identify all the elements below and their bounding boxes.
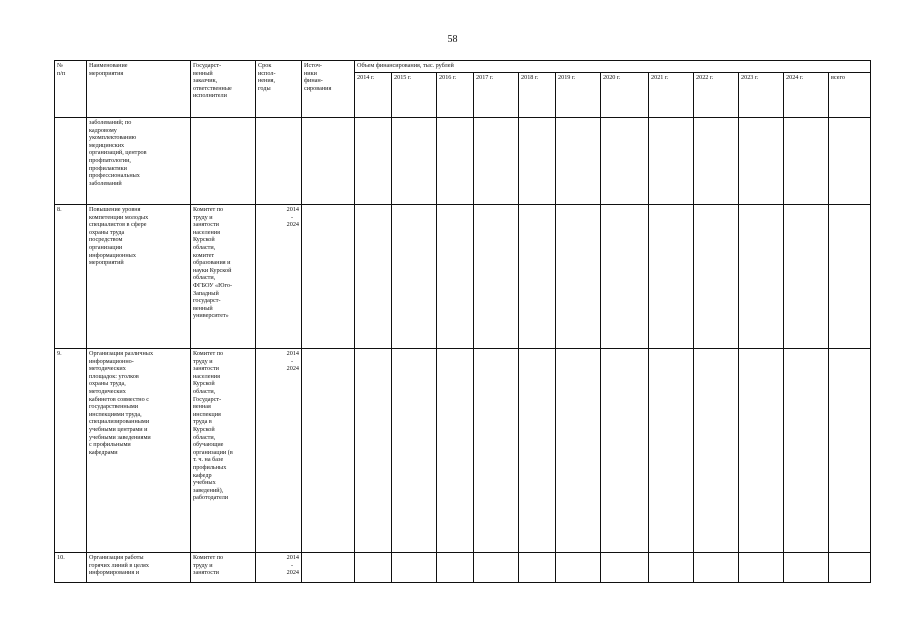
row-sources <box>302 205 355 349</box>
row-name: Организация различных информационно- методических площадок: уголков охраны труда, методических кабинетов совместно с государственными инспекциями труда, специализированными учебными центрами и учебными заведениями с профильными кафедрами <box>87 349 191 553</box>
funding-cell <box>556 349 601 553</box>
header-year: 2016 г. <box>437 73 474 118</box>
header-year: 2023 г. <box>739 73 784 118</box>
row-number: 9. <box>55 349 87 553</box>
table-row <box>55 205 871 349</box>
funding-cell <box>829 349 871 553</box>
row-executors <box>191 118 256 205</box>
funding-cell <box>392 349 437 553</box>
funding-cell <box>694 553 739 583</box>
period-separator: - <box>290 561 293 569</box>
funding-cell <box>739 553 784 583</box>
funding-cell <box>474 205 519 349</box>
funding-cell <box>601 349 649 553</box>
row-period <box>256 205 302 349</box>
funding-cell <box>519 553 556 583</box>
funding-cell <box>694 118 739 205</box>
page-number: 58 <box>447 34 458 45</box>
row-sources <box>302 349 355 553</box>
period-end: 2024 <box>286 365 299 373</box>
funding-cell <box>474 118 519 205</box>
period-end: 2024 <box>286 221 299 229</box>
row-name: Организация работы горячих линий в целях информирования и <box>87 553 191 583</box>
header-year: 2019 г. <box>556 73 601 118</box>
row-executors: Комитет по труду и занятости населения Курской области, комитет образования и науки Курской области, ФГБОУ «Юго- Западный государст- венный университет» <box>191 205 256 349</box>
header-year: 2022 г. <box>694 73 739 118</box>
row-sources <box>302 553 355 583</box>
funding-cell <box>556 118 601 205</box>
header-year: 2024 г. <box>784 73 829 118</box>
period-start: 2014 <box>286 554 299 561</box>
funding-cell <box>601 205 649 349</box>
funding-cell <box>694 205 739 349</box>
table-row <box>55 553 871 583</box>
funding-cell <box>355 349 392 553</box>
funding-cell <box>474 553 519 583</box>
header-year: 2020 г. <box>601 73 649 118</box>
funding-cell <box>519 118 556 205</box>
row-name: Повышение уровня компетенции молодых специалистов в сфере охраны труда посредством организации информационных мероприятий <box>87 205 191 349</box>
funding-cell <box>437 553 474 583</box>
funding-cell <box>601 118 649 205</box>
period-start: 2014 <box>286 206 299 213</box>
header-name: Наименование мероприятия <box>87 61 191 118</box>
header-period: Срок испол- нения, годы <box>256 61 302 118</box>
row-period <box>256 118 302 205</box>
funding-cell <box>355 205 392 349</box>
funding-cell <box>649 118 694 205</box>
funding-cell <box>649 349 694 553</box>
row-name: заболеваний; по кадровому укомплектованию медицинских организаций, центров профпатологии, профилактики профессиональных заболеваний <box>87 118 191 205</box>
funding-cell <box>649 553 694 583</box>
period-separator: - <box>290 213 293 221</box>
funding-cell <box>392 205 437 349</box>
funding-cell <box>437 118 474 205</box>
funding-cell <box>739 349 784 553</box>
funding-cell <box>556 205 601 349</box>
header-total: всего <box>829 73 871 118</box>
funding-cell <box>649 205 694 349</box>
funding-cell <box>519 349 556 553</box>
header-year: 2017 г. <box>474 73 519 118</box>
header-year: 2021 г. <box>649 73 694 118</box>
funding-cell <box>437 349 474 553</box>
header-no: № п/п <box>55 61 87 118</box>
funding-cell <box>519 205 556 349</box>
period-end: 2024 <box>286 569 299 577</box>
funding-cell <box>829 205 871 349</box>
funding-cell <box>784 349 829 553</box>
funding-cell <box>784 118 829 205</box>
funding-cell <box>739 205 784 349</box>
funding-table <box>54 60 871 583</box>
funding-cell <box>355 118 392 205</box>
header-sources: Источ- ники финан- сирования <box>302 61 355 118</box>
row-number: 10. <box>55 553 87 583</box>
funding-cell <box>784 205 829 349</box>
funding-cell <box>829 118 871 205</box>
funding-cell <box>829 553 871 583</box>
funding-cell <box>601 553 649 583</box>
header-year: 2014 г. <box>355 73 392 118</box>
header-year: 2018 г. <box>519 73 556 118</box>
row-number: 8. <box>55 205 87 349</box>
funding-cell <box>739 118 784 205</box>
funding-cell <box>355 553 392 583</box>
row-executors: Комитет по труду и занятости населения Курской области, Государст- венная инспекция труда в Курской области, обучающие организации (в т. ч. на базе профильных кафедр учебных заведений), работодатели <box>191 349 256 553</box>
period-start: 2014 <box>286 350 299 357</box>
funding-cell <box>556 553 601 583</box>
funding-cell <box>784 553 829 583</box>
table-row <box>55 349 871 553</box>
table-row <box>55 118 871 205</box>
funding-cell <box>474 349 519 553</box>
row-executors: Комитет по труду и занятости <box>191 553 256 583</box>
row-period <box>256 553 302 583</box>
funding-cell <box>694 349 739 553</box>
row-sources <box>302 118 355 205</box>
funding-cell <box>392 553 437 583</box>
header-executors: Государст- венный заказчик, ответственные исполнители <box>191 61 256 118</box>
row-period <box>256 349 302 553</box>
header-funding: Объем финансирования, тыс. рублей <box>355 61 871 73</box>
funding-cell <box>437 205 474 349</box>
header-year: 2015 г. <box>392 73 437 118</box>
period-separator: - <box>290 357 293 365</box>
funding-cell <box>392 118 437 205</box>
row-number <box>55 118 87 205</box>
